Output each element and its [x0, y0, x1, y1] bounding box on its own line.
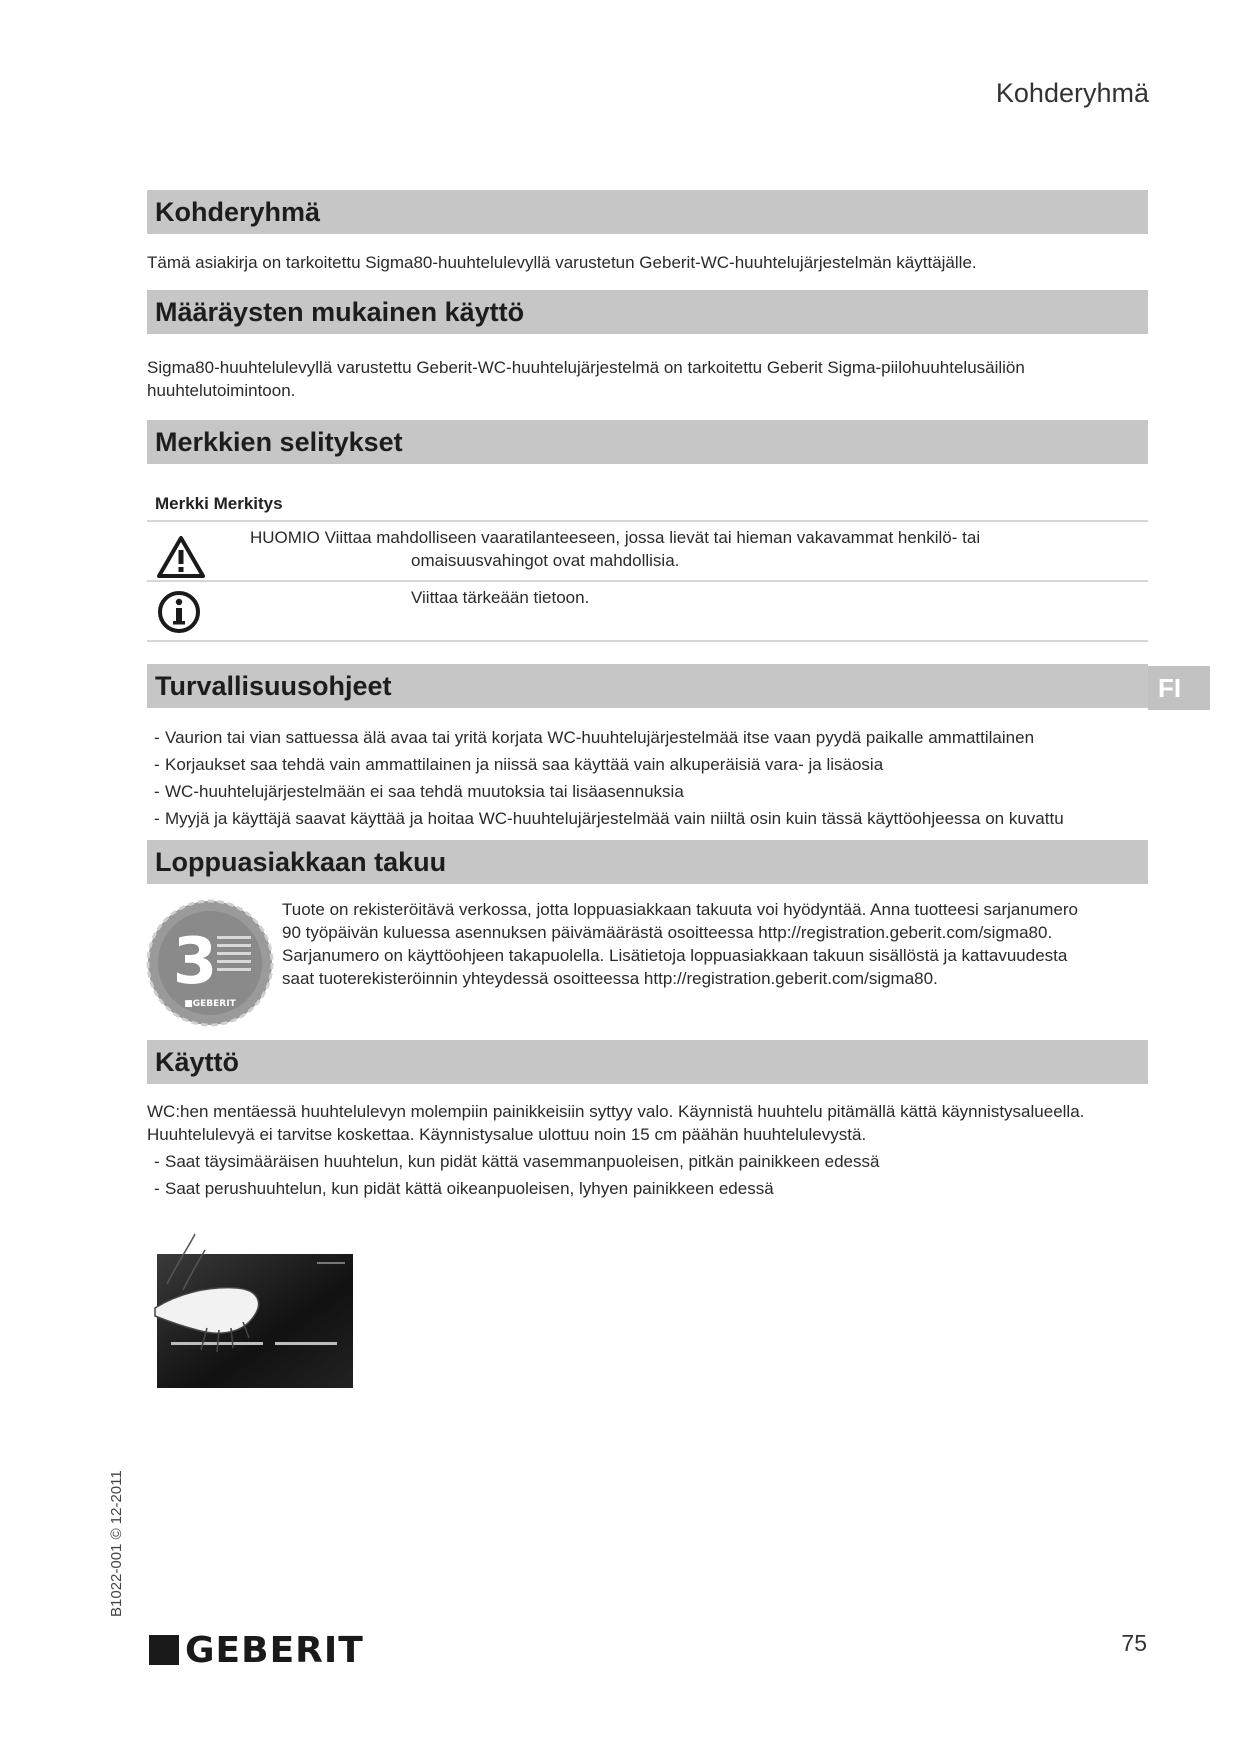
logo-text: GEBERIT	[185, 1629, 364, 1671]
warranty-text: Tuote on rekisteröitävä verkossa, jotta loppuasiakkaan takuuta voi hyödyntää. Anna tuotteesi sarjanumero 90 työpäivän kuluessa asennuksen päivämäärästä osoitteessa http://registration.geberit.com/sigma80. Sarjanumero on käyttöohjeen takapuolella. Lisätietoja loppuasiakkaan takuun sisällöstä ja kattavuudesta saat tuoterekisteröinnin yhteydessä osoitteessa http://registration.geberit.com/sigma80.	[282, 900, 1079, 988]
section-title-takuu: Loppuasiakkaan takuu	[147, 840, 1148, 884]
safety-list	[147, 726, 1148, 830]
section-title-kaytto: Käyttö	[147, 1040, 1148, 1084]
hand-flush-plate-illustration	[147, 1224, 357, 1394]
language-tab: FI	[1148, 666, 1210, 710]
list-item: - WC-huuhtelujärjestelmään ei saa tehdä muutoksia tai lisäasennuksia	[147, 780, 1148, 803]
warranty-badge-icon	[145, 898, 275, 1028]
kaytto-text: WC:hen mentäessä huuhtelulevyn molempiin painikkeisiin syttyy valo. Käynnistä huuhtelu pitämällä kättä käynnistysalueella. Huuhtelulevyä ei tarvitse koskettaa. Käynnistysalue ulottuu noin 15 cm päähän huuhtelulevystä.	[147, 1102, 1085, 1144]
section-title-maaraysten: Määräysten mukainen käyttö	[147, 290, 1148, 334]
info-text: Viittaa tärkeään tietoon.	[411, 588, 590, 607]
symbol-row-info	[147, 580, 1148, 642]
symbol-row-warning	[147, 520, 1148, 580]
warning-text-line2: omaisuusvahingot ovat mahdollisia.	[411, 551, 680, 570]
list-item: - Korjaukset saa tehdä vain ammattilainen ja niissä saa käyttää vain alkuperäisiä vara- ja lisäosia	[147, 753, 1148, 776]
warning-triangle-icon	[157, 536, 205, 583]
badge-number: 3	[172, 925, 218, 999]
list-item: - Myyjä ja käyttäjä saavat käyttää ja hoitaa WC-huuhtelujärjestelmää vain niiltä osin kuin tässä käyttöohjeessa on kuvattu	[147, 807, 1148, 830]
page-content	[147, 190, 1148, 1394]
document-code: B1022-001 © 12-2011	[108, 1470, 125, 1617]
geberit-logo	[149, 1630, 364, 1670]
warranty-block	[147, 894, 1148, 1040]
badge-brand: ■GEBERIT	[184, 999, 236, 1009]
list-item: - Saat täysimääräisen huuhtelun, kun pidät kättä vasemmanpuoleisen, pitkän painikkeen edessä	[147, 1150, 1148, 1173]
list-item: - Saat perushuuhtelun, kun pidät kättä oikeanpuoleisen, lyhyen painikkeen edessä	[147, 1177, 1148, 1200]
list-item: - Vaurion tai vian sattuessa älä avaa tai yritä korjata WC-huuhtelujärjestelmää itse vaan pyydä paikalle ammattilainen	[147, 726, 1148, 749]
section-title-turvallisuus: Turvallisuusohjeet	[147, 664, 1148, 708]
usage-list	[147, 1150, 1148, 1200]
kohderyhma-text: Tämä asiakirja on tarkoitettu Sigma80-huuhtelulevyllä varustetun Geberit-WC-huuhtelujärjestelmän käyttäjälle.	[147, 253, 977, 272]
warning-text-line1: HUOMIO Viittaa mahdolliseen vaaratilanteeseen, jossa lievät tai hieman vakavammat henkilö- tai	[250, 528, 981, 547]
section-title-kohderyhma: Kohderyhmä	[147, 190, 1148, 234]
section-title-merkkien: Merkkien selitykset	[147, 420, 1148, 464]
page-number: 75	[1121, 1630, 1147, 1656]
page-header: Kohderyhmä	[995, 78, 1149, 108]
symbol-table-header: Merkki Merkitys	[155, 494, 283, 513]
logo-square-icon	[149, 1635, 179, 1665]
maaraysten-text: Sigma80-huuhtelulevyllä varustettu Geberit-WC-huuhtelujärjestelmä on tarkoitettu Geberit Sigma-piilohuuhtelusäiliön huuhtelutoimintoon.	[147, 358, 1025, 400]
info-icon	[157, 590, 201, 639]
